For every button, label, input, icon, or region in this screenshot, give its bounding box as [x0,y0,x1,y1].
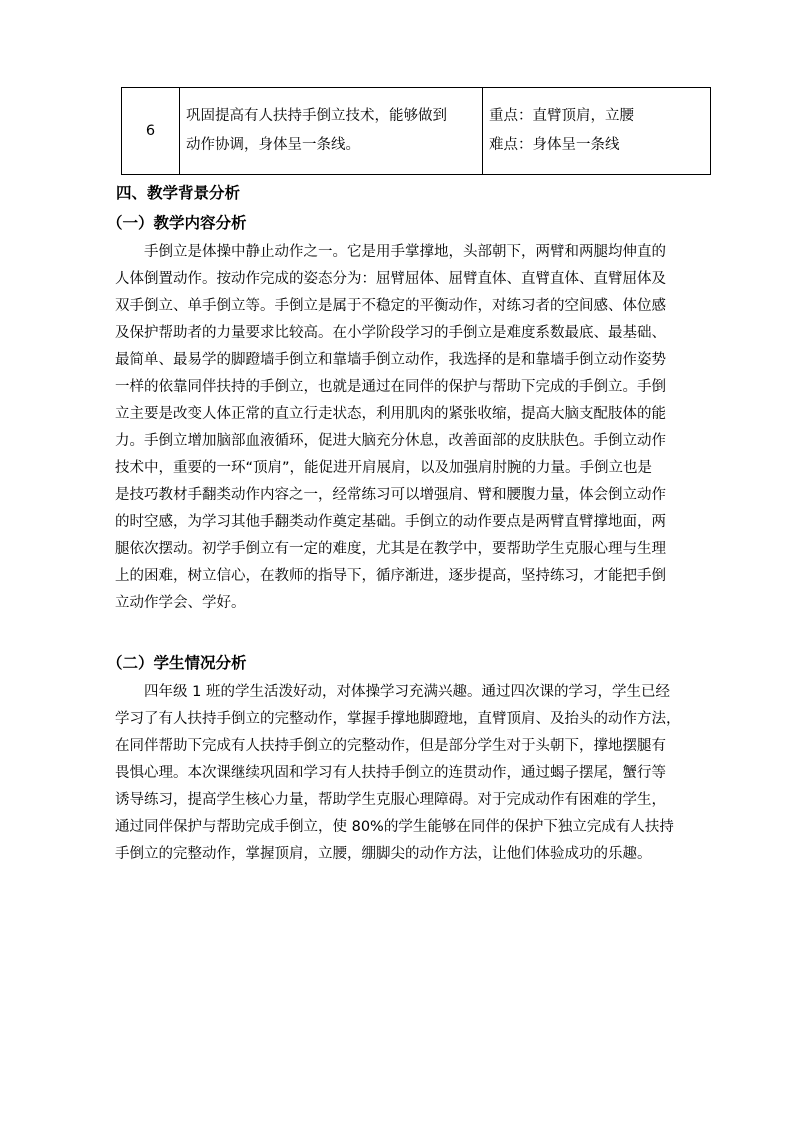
table-row [122,88,711,175]
paragraph-line: 双手倒立、单手倒立等。手倒立是属于不稳定的平衡动作，对练习者的空间感、体位感 [115,298,666,314]
paragraph-line: 腿依次摆动。初学手倒立有一定的难度，尤其是在教学中，要帮助学生克服心理与生理 [115,541,666,557]
paragraph-line: 力。手倒立增加脑部血液循环，促进大脑充分休息，改善面部的皮肤肤色。手倒立动作 [115,433,666,449]
subsection-heading-content: （一）教学内容分析 [107,214,247,232]
objectives-table [121,87,711,175]
content-analysis-paragraph [115,239,715,617]
difficulty-line: 难点：身体呈一条线 [489,137,620,153]
student-analysis-paragraph [115,679,715,868]
paragraph-line: 畏惧心理。本次课继续巩固和学习有人扶持手倒立的连贯动作，通过蝎子摆尾，蟹行等 [115,765,666,781]
paragraph-line: 的时空感，为学习其他手翻类动作奠定基础。手倒立的动作要点是两臂直臂撑地面，两 [115,514,666,530]
paragraph-line: 通过同伴保护与帮助完成手倒立，使 80%的学生能够在同伴的保护下独立完成有人扶持 [115,819,674,835]
paragraph-line: 立动作学会、学好。 [115,595,246,611]
paragraph-line: 是技巧教材手翻类动作内容之一，经常练习可以增强肩、臂和腰腹力量，体会倒立动作 [115,487,666,503]
key-point-line: 重点：直臂顶肩，立腰 [489,108,634,124]
goal-line: 动作协调，身体呈一条线。 [186,137,360,153]
paragraph-line: 及保护帮助者的力量要求比较高。在小学阶段学习的手倒立是难度系数最底、最基础、 [115,325,666,341]
row-number: 6 [122,88,180,175]
paragraph-line: 上的困难，树立信心，在教师的指导下，循序渐进，逐步提高，坚持练习，才能把手倒 [115,568,666,584]
paragraph-line: 一样的依靠同伴扶持的手倒立，也就是通过在同伴的保护与帮助下完成的手倒立。手倒 [115,379,666,395]
goal-line: 巩固提高有人扶持手倒立技术，能够做到 [186,108,447,124]
section-heading: 四、教学背景分析 [116,184,241,202]
subsection-heading-students: （二）学生情况分析 [107,654,247,672]
paragraph-line: 学习了有人扶持手倒立的完整动作，掌握手撑地脚蹬地，直臂顶肩、及抬头的动作方法， [115,711,681,727]
paragraph-line: 在同伴帮助下完成有人扶持手倒立的完整动作，但是部分学生对于头朝下，撑地摆腿有 [115,738,666,754]
paragraph-line: 立主要是改变人体正常的直立行走状态，利用肌肉的紧张收缩，提高大脑支配肢体的能 [115,406,666,422]
paragraph-line: 手倒立是体操中静止动作之一。它是用手掌撑地，头部朝下，两臂和两腿均伸直的 [144,244,666,260]
goal-cell [180,88,483,175]
paragraph-line: 最简单、最易学的脚蹬墙手倒立和靠墙手倒立动作，我选择的是和靠墙手倒立动作姿势 [115,352,666,368]
key-points-cell [483,88,711,175]
paragraph-line: 诱导练习，提高学生核心力量，帮助学生克服心理障碍。对于完成动作有困难的学生， [115,792,666,808]
paragraph-line: 技术中，重要的一环“顶肩”，能促进开肩展肩，以及加强肩肘腕的力量。手倒立也是 [115,460,653,476]
paragraph-line: 人体倒置动作。按动作完成的姿态分为：屈臂屈体、屈臂直体、直臂直体、直臂屈体及 [115,271,666,287]
paragraph-line: 四年级 1 班的学生活泼好动，对体操学习充满兴趣。通过四次课的学习，学生已经 [144,684,670,700]
paragraph-line: 手倒立的完整动作，掌握顶肩，立腰，绷脚尖的动作方法，让他们体验成功的乐趣。 [115,846,652,862]
